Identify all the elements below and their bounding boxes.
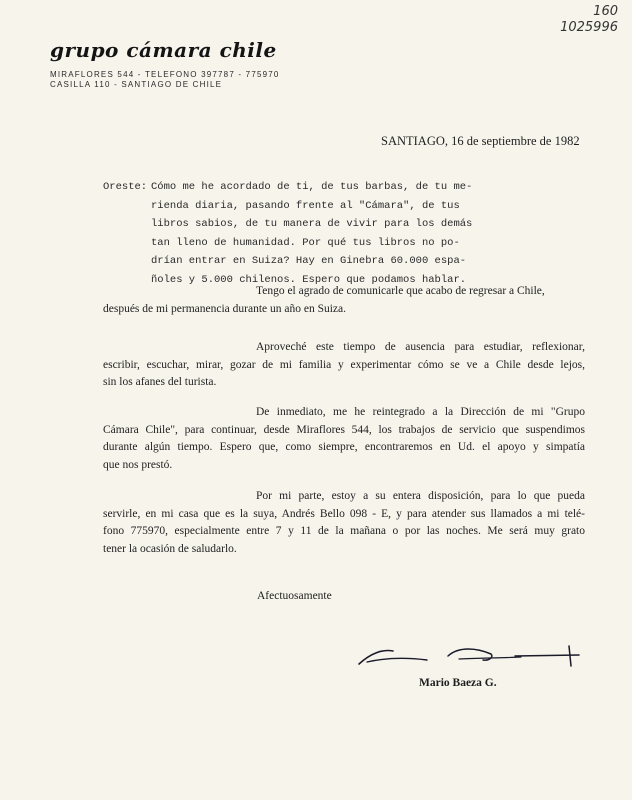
archive-number [560,4,618,36]
closing-salutation: Afectuosamente [257,590,332,602]
handwritten-signature [355,642,583,676]
archive-number-top: 160 [593,4,618,19]
body-paragraph-2 [103,339,585,392]
paragraph-line: Por mi parte, estoy a su entera disposición, para lo que pueda [256,490,585,502]
paragraph-line: Aproveché este tiempo de ausencia para estudiar, reflexionar, [256,341,585,353]
paragraph-line: servirle, en mi casa que es la suya, Andrés Bello 098 - E, y para atender sus llamados a mi telé- [103,507,585,520]
typed-note-line: rienda diaria, pasando frente al "Cámara", de tus [151,199,460,212]
paragraph-line: sin los afanes del turista. [103,376,217,389]
letterhead-brand: grupo cámara chile [50,38,277,62]
typed-note-line: libros sabios, de tu manera de vivir para los demás [151,218,473,231]
paragraph-line: después de mi permanencia durante un año en Suiza. [103,302,347,315]
body-paragraph-4 [103,488,585,558]
typed-note-label: Oreste: [103,181,148,193]
typed-note-line: ñoles y 5.000 chilenos. Espero que podamos hablar. [151,273,467,286]
letterhead-address-line-1: MIRAFLORES 544 - TELEFONO 397787 - 775970 [50,70,280,79]
letterhead-address-line-2: CASILLA 110 - SANTIAGO DE CHILE [50,80,223,89]
typed-note [103,178,523,290]
typed-note-line: Cómo me he acordado de ti, de tus barbas, de tu me- [151,181,473,193]
paragraph-line: que nos prestó. [103,458,173,471]
body-paragraph-3 [103,404,585,474]
paragraph-line: Tengo el agrado de comunicarle que acabo de regresar a Chile, [256,285,545,297]
letterhead [50,38,280,90]
archive-number-code: 1025996 [560,20,618,35]
paragraph-line: escribir, escuchar, mirar, gozar de mi familia y experimentar cómo se ve a Chile desde lejos, [103,358,585,371]
paragraph-line: De inmediato, me he reintegrado a la Dirección de mi "Grupo [256,406,585,418]
signer-name: Mario Baeza G. [419,677,497,689]
typed-note-line: drían entrar en Suiza? Hay en Ginebra 60.000 espa- [151,255,467,268]
paragraph-line: Cámara Chile", para continuar, desde Miraflores 544, los trabajos de servicio que suspendimos [103,423,585,436]
paragraph-line: durante algún tiempo. Espero que, como siempre, encontraremos en Ud. el apoyo y simpatía [103,441,585,454]
paragraph-line: fono 775970, especialmente entre 7 y 11 de la mañana o por las noches. Me será muy grato [103,525,585,538]
letter-date: SANTIAGO, 16 de septiembre de 1982 [381,134,580,148]
typed-note-line: tan lleno de humanidad. Por qué tus libros no po- [151,236,460,249]
body-paragraph-1 [103,283,585,318]
paragraph-line: tener la ocasión de saludarlo. [103,542,237,555]
